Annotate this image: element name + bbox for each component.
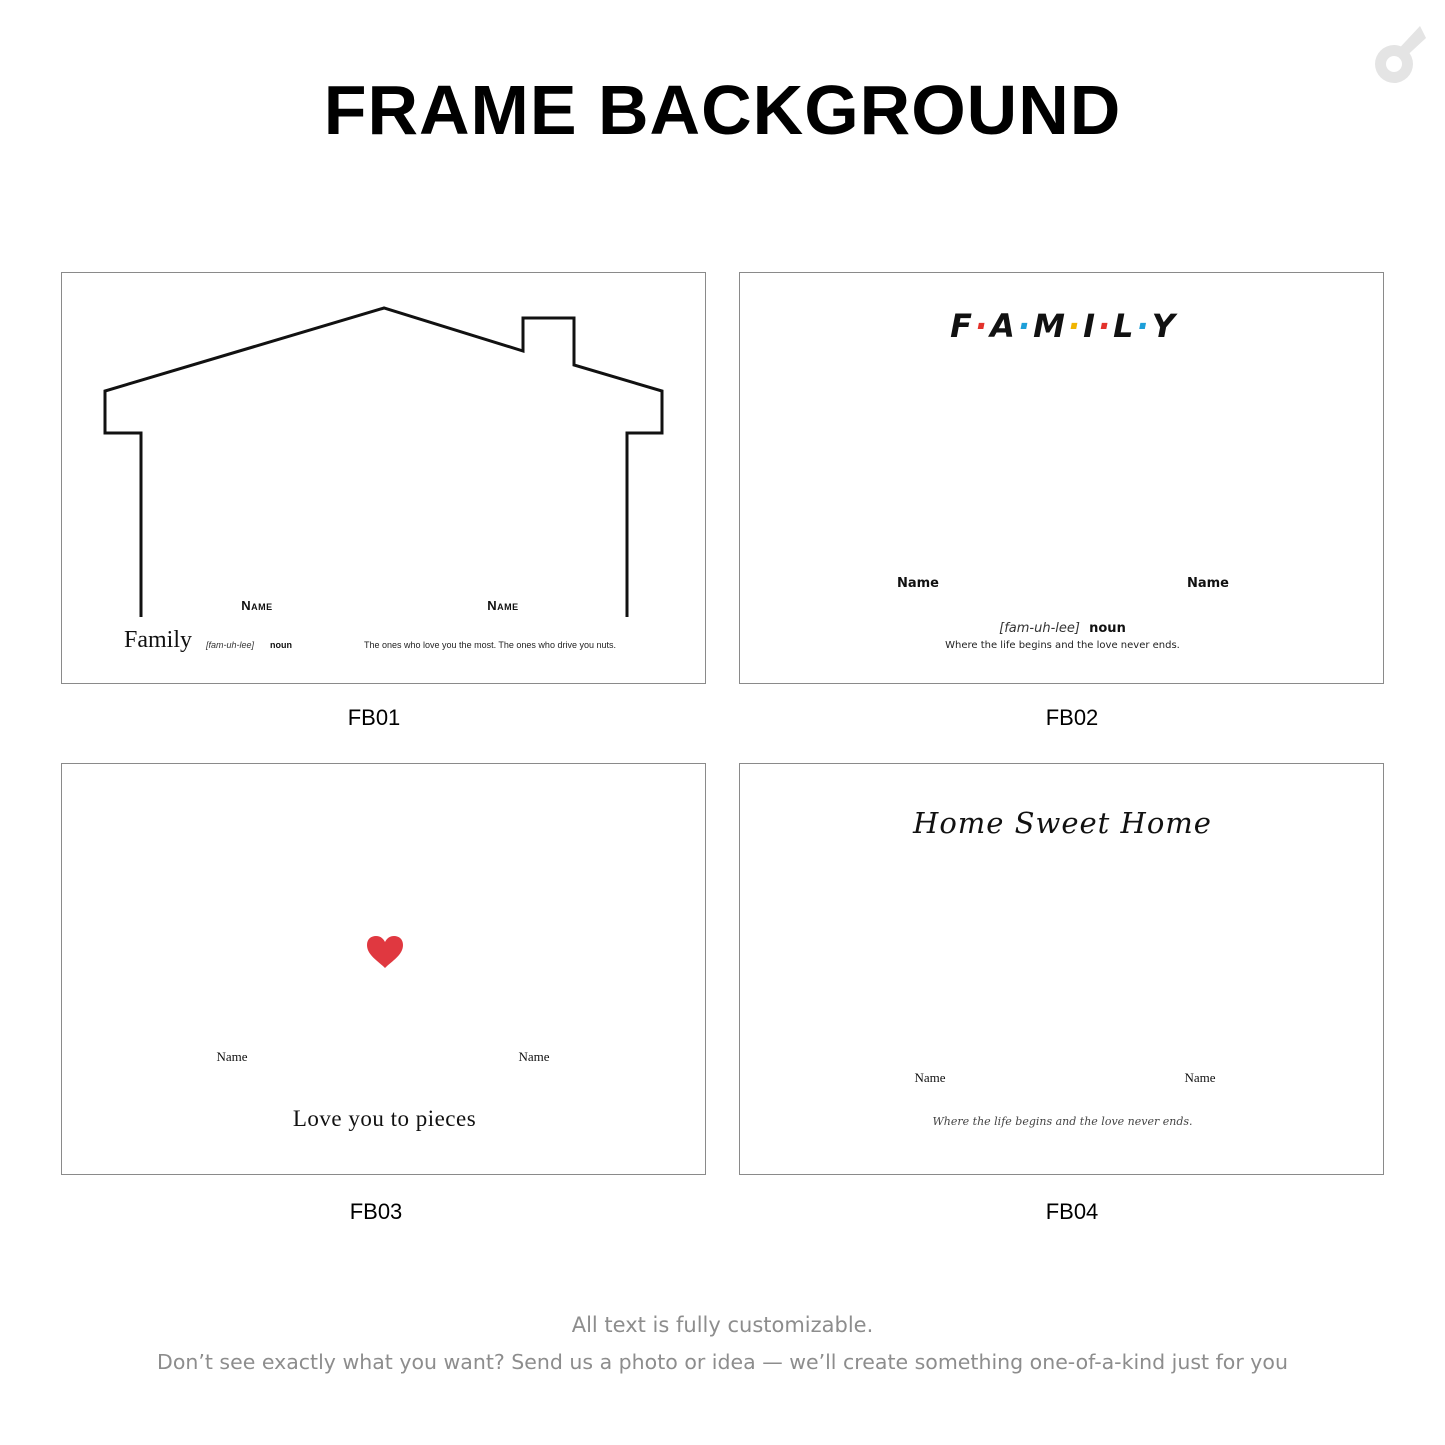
- part-of-speech: noun: [270, 640, 292, 650]
- frame-code-fb04: FB04: [1045, 1199, 1099, 1224]
- pronunciation: [fam-uh-lee]: [206, 640, 255, 650]
- dot-red-2: ·: [1097, 307, 1111, 345]
- family-letter-f: F: [950, 307, 972, 345]
- frame-card-fb02[interactable]: [739, 272, 1384, 684]
- tagline-text: Where the life begins and the love never ends.: [945, 640, 1180, 651]
- pronunciation: [fam-uh-lee]: [999, 621, 1080, 636]
- house-outline-icon: [62, 273, 707, 685]
- music-note-logo-icon: [1370, 12, 1432, 90]
- definition-text: The ones who love you the most. The ones who drive you nuts.: [364, 640, 616, 650]
- dot-yellow: ·: [1067, 307, 1081, 345]
- dot-blue: ·: [1017, 307, 1031, 345]
- part-of-speech: noun: [1089, 621, 1126, 636]
- family-letter-m: M: [1033, 307, 1065, 345]
- definition-line: [740, 621, 1385, 636]
- frame-code-fb02: FB02: [1045, 705, 1099, 730]
- footer-custom-request-note: Don’t see exactly what you want? Send us a photo or idea — we’ll create something one-of-a-kind just for you: [157, 1350, 1288, 1374]
- family-word: Family: [124, 627, 193, 653]
- family-letter-l: L: [1113, 307, 1134, 345]
- frame-code-fb03: FB03: [349, 1199, 403, 1224]
- name-left-label: Name: [216, 1049, 248, 1064]
- tagline-text: Love you to pieces: [292, 1106, 477, 1131]
- heart-icon: [366, 935, 404, 969]
- name-left-label: Name: [241, 598, 273, 613]
- frame-card-fb01[interactable]: [61, 272, 706, 684]
- name-left-label: Name: [896, 576, 939, 591]
- tagline-text: Where the life begins and the love never ends.: [932, 1115, 1193, 1128]
- name-right-label: Name: [518, 1049, 550, 1064]
- family-letter-y: Y: [1151, 307, 1175, 345]
- footer-customizable-note: All text is fully customizable.: [571, 1313, 874, 1337]
- name-right-label: Name: [1184, 1070, 1216, 1085]
- name-left-label: Name: [914, 1070, 946, 1085]
- page-title: FRAME BACKGROUND: [323, 71, 1122, 149]
- family-letter-a: A: [990, 307, 1015, 345]
- home-sweet-home-title: Home Sweet Home: [913, 806, 1212, 840]
- family-title: [740, 307, 1385, 345]
- dot-red: ·: [975, 307, 988, 345]
- frame-card-fb04[interactable]: [739, 763, 1384, 1175]
- frame-code-fb01: FB01: [347, 705, 401, 730]
- name-right-label: Name: [1186, 576, 1229, 591]
- dot-blue-2: ·: [1136, 307, 1149, 345]
- frame-card-fb03[interactable]: [61, 763, 706, 1175]
- name-right-label: Name: [487, 598, 519, 613]
- family-letter-i: I: [1083, 307, 1095, 345]
